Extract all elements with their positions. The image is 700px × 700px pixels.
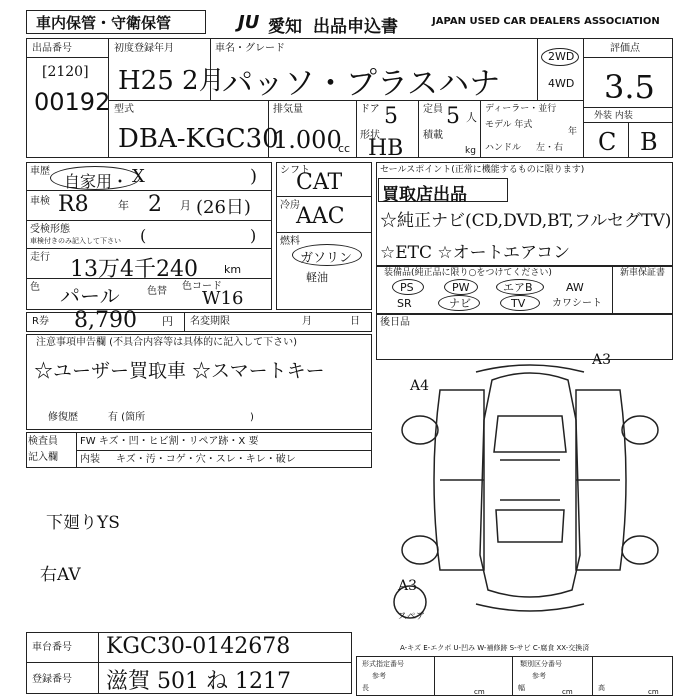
inspector-row1: FW キズ・凹・ヒビ割・リペア跡・X 要 <box>80 436 259 447</box>
aircon-value: AAC <box>296 204 345 229</box>
plate-label: 登録番号 <box>32 674 72 685</box>
year-unit: 年 <box>568 127 578 137</box>
dealer-label: ディーラー・並行 <box>485 104 557 114</box>
inspection-month-unit: 月 <box>180 199 191 212</box>
inspection-day: (26日) <box>196 197 251 218</box>
registration-label: 初度登録年月 <box>114 43 174 54</box>
color-label: 色 <box>30 282 40 293</box>
plate-value: 滋賀 501 ね 1217 <box>106 669 291 694</box>
shift-value: CAT <box>296 170 343 195</box>
model-year-label: モデル 年式 <box>485 120 533 130</box>
ref-label-1: 参考 <box>372 672 386 680</box>
exterior-score: C <box>598 128 617 156</box>
inspection-month: 2 <box>148 192 162 217</box>
interior-score: B <box>640 128 658 156</box>
memo-right: 右AV <box>40 565 81 585</box>
car-name-value: パッソ・プラスハナ <box>222 66 501 102</box>
form-title: 出品申込書 <box>313 17 398 37</box>
inspector-label-top: 検査員 <box>28 436 58 447</box>
ext-int-label: 外装 内装 <box>594 111 633 121</box>
color-change-label: 色替 <box>147 286 167 297</box>
fuel-alt: 軽油 <box>306 271 328 284</box>
width-unit: cm <box>562 688 573 696</box>
name-change-day: 日 <box>350 316 360 327</box>
shift-label: シフト <box>280 165 310 176</box>
inspector-row2-label: 内装 <box>80 454 100 465</box>
equip-seat: カワシート <box>552 298 602 309</box>
accept-form-paren-open: ( <box>140 226 147 245</box>
association-name: JAPAN USED CAR DEALERS ASSOCIATION <box>432 16 660 27</box>
sales-line-1: ☆純正ナビ(CD,DVD,BT,フルセグTV) <box>380 211 672 231</box>
capacity-value: 5 <box>446 104 460 129</box>
color-value: パール <box>60 284 120 308</box>
damage-mark-a3-top: A3 <box>592 352 612 368</box>
length-unit: cm <box>474 688 485 696</box>
handle-options: 左・右 <box>536 143 564 153</box>
equip-navi: ナビ <box>449 297 471 310</box>
inspection-era: R8 <box>58 192 89 217</box>
damage-mark-a3-bottom: A3 <box>398 578 418 594</box>
height-label: 高 <box>598 684 605 692</box>
color-code-label: 色コード <box>182 281 222 292</box>
notes-label: 注意事項申告欄 (不具合内容等は具体的に記入して下さい) <box>36 337 297 348</box>
sales-line-2: ☆ETC ☆オートエアコン <box>380 243 571 263</box>
damage-legend: A-キズ E-エクボ U-凹み W-補修跡 S-サビ C-腐食 XX-交換済 <box>400 644 590 652</box>
shape-label: 形状 <box>360 130 380 141</box>
lot-label: 出品番号 <box>32 43 72 54</box>
fuel-label: 燃料 <box>280 236 300 247</box>
repair-value: 有 (箇所 <box>108 412 146 423</box>
chassis-label: 車台番号 <box>32 642 72 653</box>
storage-label: 車内保管・守衛保管 <box>36 14 172 32</box>
memo-underbody: 下廻りYS <box>46 513 120 533</box>
accept-form-paren-close: ) <box>250 226 257 245</box>
category-label: 車歴 <box>30 166 50 177</box>
warranty-label: 新車保証書 <box>620 268 666 278</box>
model-value: DBA-KGC30 <box>118 124 279 154</box>
equip-ps: PS <box>400 281 414 294</box>
inspection-year-unit: 年 <box>118 199 129 212</box>
category-paren: ) <box>250 166 258 187</box>
name-change-month: 月 <box>302 316 312 327</box>
lot-sub: [2120] <box>42 64 89 80</box>
fuel-value: ガソリン <box>300 251 353 266</box>
category-value: 自家用・ <box>64 172 129 191</box>
width-label: 幅 <box>518 684 525 692</box>
equip-airbag: エアB <box>503 281 533 294</box>
recycle-unit: 円 <box>162 315 173 328</box>
accept-form-label: 受検形態 <box>30 224 70 235</box>
category-mark: X <box>132 166 145 187</box>
sales-points-label: セールスポイント(正常に機能するものに限ります) <box>380 165 585 175</box>
name-change-label: 名変期限 <box>190 316 230 327</box>
post-reg-label: 後日品 <box>380 317 410 328</box>
mileage-label: 走行 <box>30 252 50 263</box>
repair-paren: ) <box>250 412 254 423</box>
load-unit: kg <box>465 146 476 156</box>
doors-label: ドア <box>360 104 380 115</box>
equip-pw: PW <box>452 281 470 294</box>
drive-4wd: 4WD <box>548 77 575 90</box>
load-label: 積載 <box>423 130 443 141</box>
score-label: 評価点 <box>610 43 640 54</box>
recycle-value: 8,790 <box>74 308 137 333</box>
length-label: 長 <box>362 684 369 692</box>
doors-value: 5 <box>384 104 398 129</box>
post-reg-block <box>376 314 673 360</box>
buyer-stamp: 買取店出品 <box>382 185 467 205</box>
displacement-unit: cc <box>338 142 351 155</box>
org-name: 愛知 <box>268 17 302 37</box>
height-unit: cm <box>648 688 659 696</box>
equip-sr: SR <box>397 297 412 310</box>
repair-label: 修復歴 <box>48 412 78 423</box>
mileage-value: 13万4千240 <box>70 257 198 282</box>
damage-mark-a4: A4 <box>410 378 430 394</box>
accept-form-note: 車検付きのみ記入して下さい <box>30 237 121 245</box>
inspection-label: 車検 <box>30 196 50 207</box>
capacity-label: 定員 <box>423 104 443 115</box>
registration-value: H25 2月 <box>118 66 225 96</box>
car-name-label: 車名・グレード <box>215 43 285 54</box>
score-value: 3.5 <box>604 68 655 106</box>
aircon-label: 冷房 <box>280 200 300 211</box>
equip-aw: AW <box>566 281 584 294</box>
inspector-label-bottom: 記入欄 <box>28 452 58 463</box>
car-diagram <box>380 360 680 630</box>
notes-text: ☆ユーザー買取車 ☆スマートキー <box>34 360 325 382</box>
handle-label: ハンドル <box>485 143 522 153</box>
model-label: 型式 <box>114 104 134 115</box>
equip-tv: TV <box>511 297 526 310</box>
ref-label-2: 参考 <box>532 672 546 680</box>
capacity-unit: 人 <box>466 111 477 124</box>
mileage-unit: km <box>224 263 242 276</box>
recycle-label: R券 <box>32 316 49 327</box>
equipment-label: 装備品(純正品に限り○をつけてください) <box>384 268 552 278</box>
inspector-row2: キズ・汚・コゲ・穴・スレ・キレ・破レ <box>116 454 296 465</box>
spare-label: スペア <box>398 612 426 622</box>
color-code-value: W16 <box>202 288 244 309</box>
class-label: 類別区分番号 <box>520 660 562 668</box>
drive-2wd: 2WD <box>548 50 575 63</box>
ju-logo: JU <box>238 12 260 33</box>
lot-number: 00192 <box>34 88 111 116</box>
shape-value: HB <box>368 136 404 161</box>
chassis-value: KGC30-0142678 <box>106 634 291 659</box>
displacement-value: 1.000 <box>273 126 342 154</box>
displacement-label: 排気量 <box>273 104 303 115</box>
spec-label: 形式指定番号 <box>362 660 404 668</box>
